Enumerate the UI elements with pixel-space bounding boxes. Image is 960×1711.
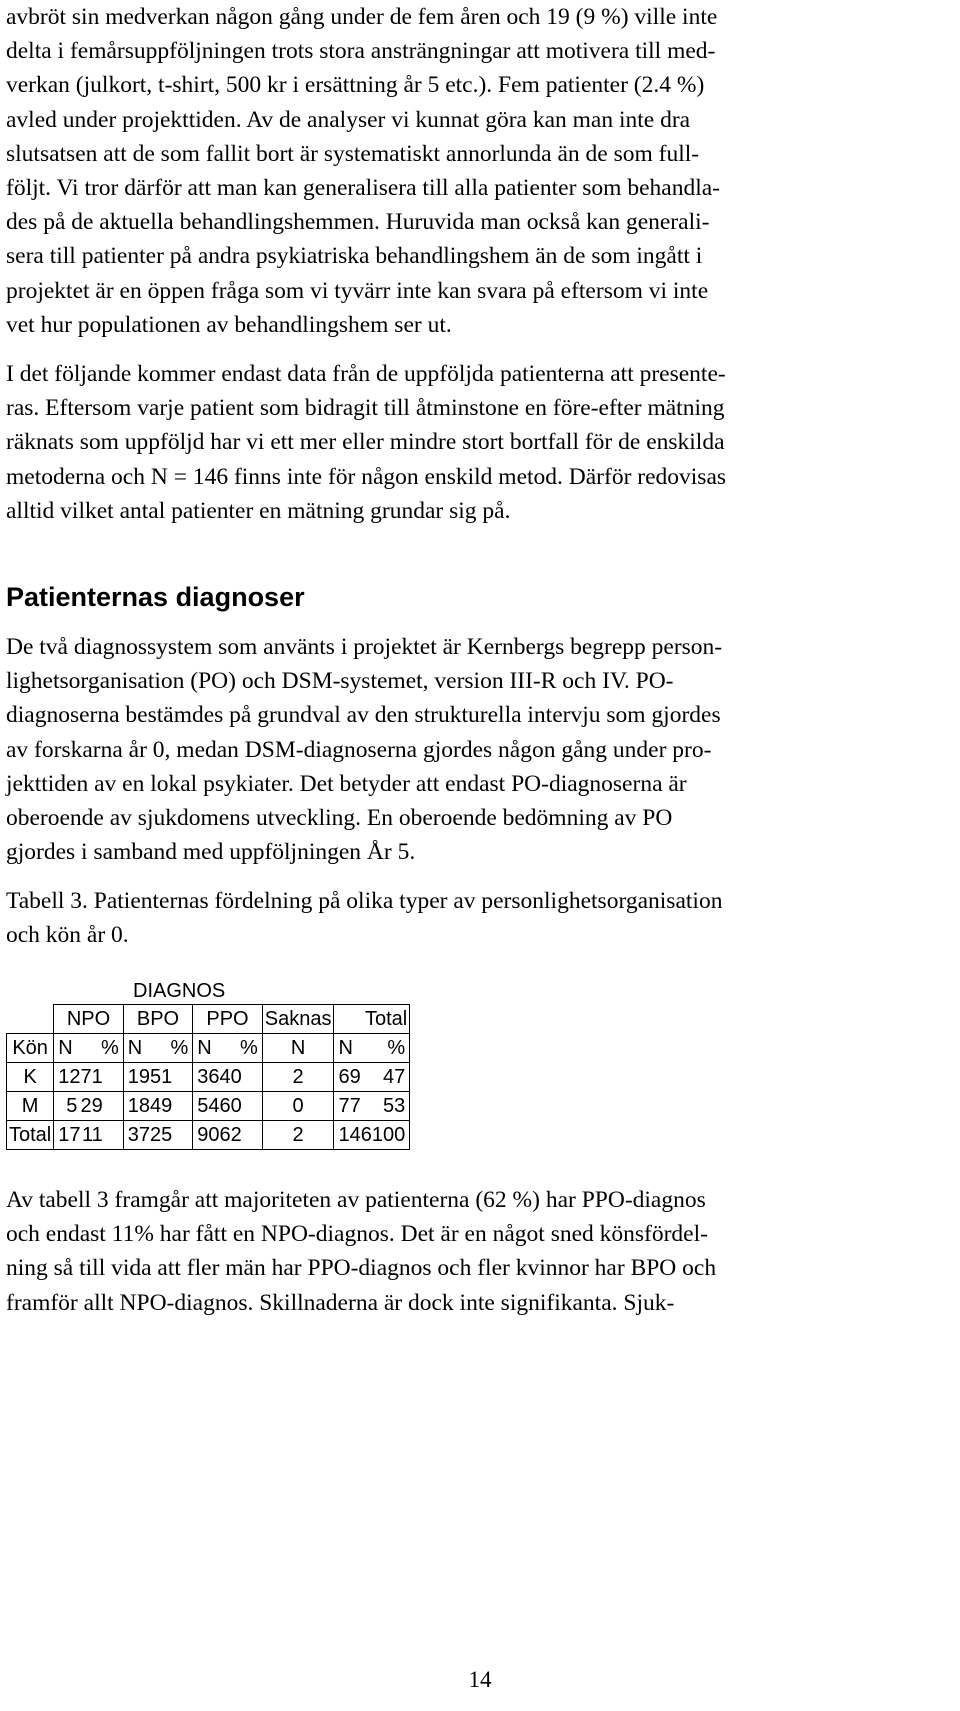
subheader-n: N [338,1037,353,1059]
row-label: K [7,1063,54,1092]
diagnosis-table [6,1004,410,1150]
cell-n: 77 [338,1095,361,1117]
subheader-n: N [58,1037,73,1059]
table-row [7,1092,410,1121]
table-row [7,1063,410,1092]
text-line: ning så till vida att fler män har PPO-diagnos och fler kvinnor har BPO och [6,1255,717,1282]
text-line: diagnoserna bestämdes på grundval av den strukturella intervju som gjordes [6,702,721,729]
subheader-cell [123,1034,193,1063]
text-line: projektet är en öppen fråga som vi tyvärr inte kan svara på eftersom vi inte [6,277,709,304]
text-line: vet hur populationen av behandlingshem ser ut. [6,311,452,338]
text-line: delta i femårsuppföljningen trots stora ansträngningar att motivera till med- [6,38,716,65]
table-caption [6,884,954,952]
table-group-label: DIAGNOS [133,980,226,1002]
header-total: Total [334,1005,410,1034]
cell-pct: 25 [150,1124,173,1146]
text-line: verkan (julkort, t-shirt, 500 kr i ersättning år 5 etc.). Fem patienter (2.4 %) [6,72,705,99]
cell-n: 18 [127,1095,150,1117]
cell-saknas: 2 [262,1121,334,1150]
cell-n: 36 [197,1066,220,1088]
header-saknas: Saknas [262,1005,334,1034]
text-line: jekttiden av en lokal psykiater. Det betyder att endast PO-diagnoserna är [6,770,687,797]
table-cell [334,1092,410,1121]
table-cell [123,1121,193,1150]
table-row [7,1121,410,1150]
cell-n: 37 [127,1124,150,1146]
paragraph-dropout [6,0,954,342]
table-cell [123,1092,193,1121]
table-cell [193,1063,263,1092]
text-line: ras. Eftersom varje patient som bidragit till åtminstone en före-efter mätning [6,395,725,422]
subheader-pct: % [387,1037,406,1059]
cell-n: 5 [66,1095,78,1117]
cell-pct: 47 [382,1066,406,1088]
subheader-pct: % [170,1037,189,1059]
cell-n: 17 [58,1124,81,1146]
table-header-row [7,1005,410,1034]
cell-n: 19 [127,1066,150,1088]
text-line: metoderna och N = 146 finns inte för någon enskild metod. Därför redovisas [6,463,727,490]
paragraph-followup-data [6,357,954,528]
cell-n: 54 [197,1095,220,1117]
row-label: M [7,1092,54,1121]
cell-n: 90 [197,1124,220,1146]
paragraph-table-discussion [6,1183,954,1320]
cell-saknas: 2 [262,1063,334,1092]
cell-saknas: 0 [262,1092,334,1121]
subheader-n: N [262,1034,334,1063]
text-line: avbröt sin medverkan någon gång under de fem åren och 19 (9 %) ville inte [6,4,718,30]
header-bpo: BPO [123,1005,193,1034]
cell-pct: 53 [382,1095,406,1117]
subheader-kon: Kön [7,1034,54,1063]
subheader-cell [334,1034,410,1063]
cell-n: 146 [338,1124,372,1146]
text-line: I det följande kommer endast data från de uppföljda patienterna att presente- [6,361,726,387]
subheader-n: N [197,1037,212,1059]
table-cell [193,1092,263,1121]
subheader-cell [193,1034,263,1063]
text-line: räknats som uppföljd har vi ett mer eller mindre stort bortfall för de enskilda [6,429,725,456]
text-line: avled under projekttiden. Av de analyser vi kunnat göra kan man inte dra [6,106,691,133]
table-cell [123,1063,193,1092]
cell-pct: 100 [371,1124,406,1146]
subheader-pct: % [239,1037,258,1059]
text-line: Av tabell 3 framgår att majoriteten av patienterna (62 %) har PPO-diagnos [6,1187,706,1213]
table-cell [54,1092,124,1121]
text-line: des på de aktuella behandlingshemmen. Huruvida man också kan generali- [6,209,710,236]
subheader-cell [54,1034,124,1063]
table-subheader-row [7,1034,410,1063]
text-line: gjordes i samband med uppföljningen År 5. [6,839,416,866]
text-line: av forskarna år 0, medan DSM-diagnoserna gjordes någon gång under pro- [6,736,712,763]
cell-pct: 11 [81,1124,103,1146]
text-line: och endast 11% har fått en NPO-diagnos. Det är en något sned könsfördel- [6,1221,708,1248]
table-cell [334,1121,410,1150]
paragraph-diagnosis-systems [6,630,954,869]
cell-pct: 40 [219,1066,242,1088]
text-line: lighetsorganisation (PO) och DSM-systemet, version III-R och IV. PO- [6,668,674,695]
cell-pct: 62 [219,1124,242,1146]
table-cell [54,1121,124,1150]
cell-pct: 51 [150,1066,173,1088]
text-line: De två diagnossystem som använts i projektet är Kernbergs begrepp person- [6,634,723,660]
text-line: följt. Vi tror därför att man kan generalisera till alla patienter som behandla- [6,175,720,202]
caption-line: Tabell 3. Patienternas fördelning på olika typer av personlighetsorganisation [6,888,723,914]
text-line: alltid vilket antal patienter en mätning grundar sig på. [6,497,511,524]
row-label: Total [7,1121,54,1150]
text-line: framför allt NPO-diagnos. Skillnaderna är dock inte signifikanta. Sjuk- [6,1289,675,1316]
caption-line: och kön år 0. [6,922,129,949]
table-cell [54,1063,124,1092]
header-ppo: PPO [193,1005,263,1034]
subheader-n: N [127,1037,143,1059]
cell-pct: 60 [219,1095,242,1117]
table-corner-cell [7,1005,54,1034]
table-cell [193,1121,263,1150]
page-number: 14 [468,1667,492,1692]
section-heading: Patienternas diagnoser [6,582,305,612]
cell-pct: 49 [150,1095,173,1117]
text-line: slutsatsen att de som fallit bort är systematiskt annorlunda än de som full- [6,140,700,167]
cell-pct: 71 [80,1066,103,1088]
cell-n: 69 [338,1066,361,1088]
cell-n: 12 [58,1066,81,1088]
table-cell [334,1063,410,1092]
cell-pct: 29 [80,1095,103,1117]
header-npo: NPO [54,1005,124,1034]
text-line: sera till patienter på andra psykiatriska behandlingshem än de som ingått i [6,243,703,270]
text-line: oberoende av sjukdomens utveckling. En oberoende bedömning av PO [6,805,673,832]
subheader-pct: % [100,1037,119,1059]
